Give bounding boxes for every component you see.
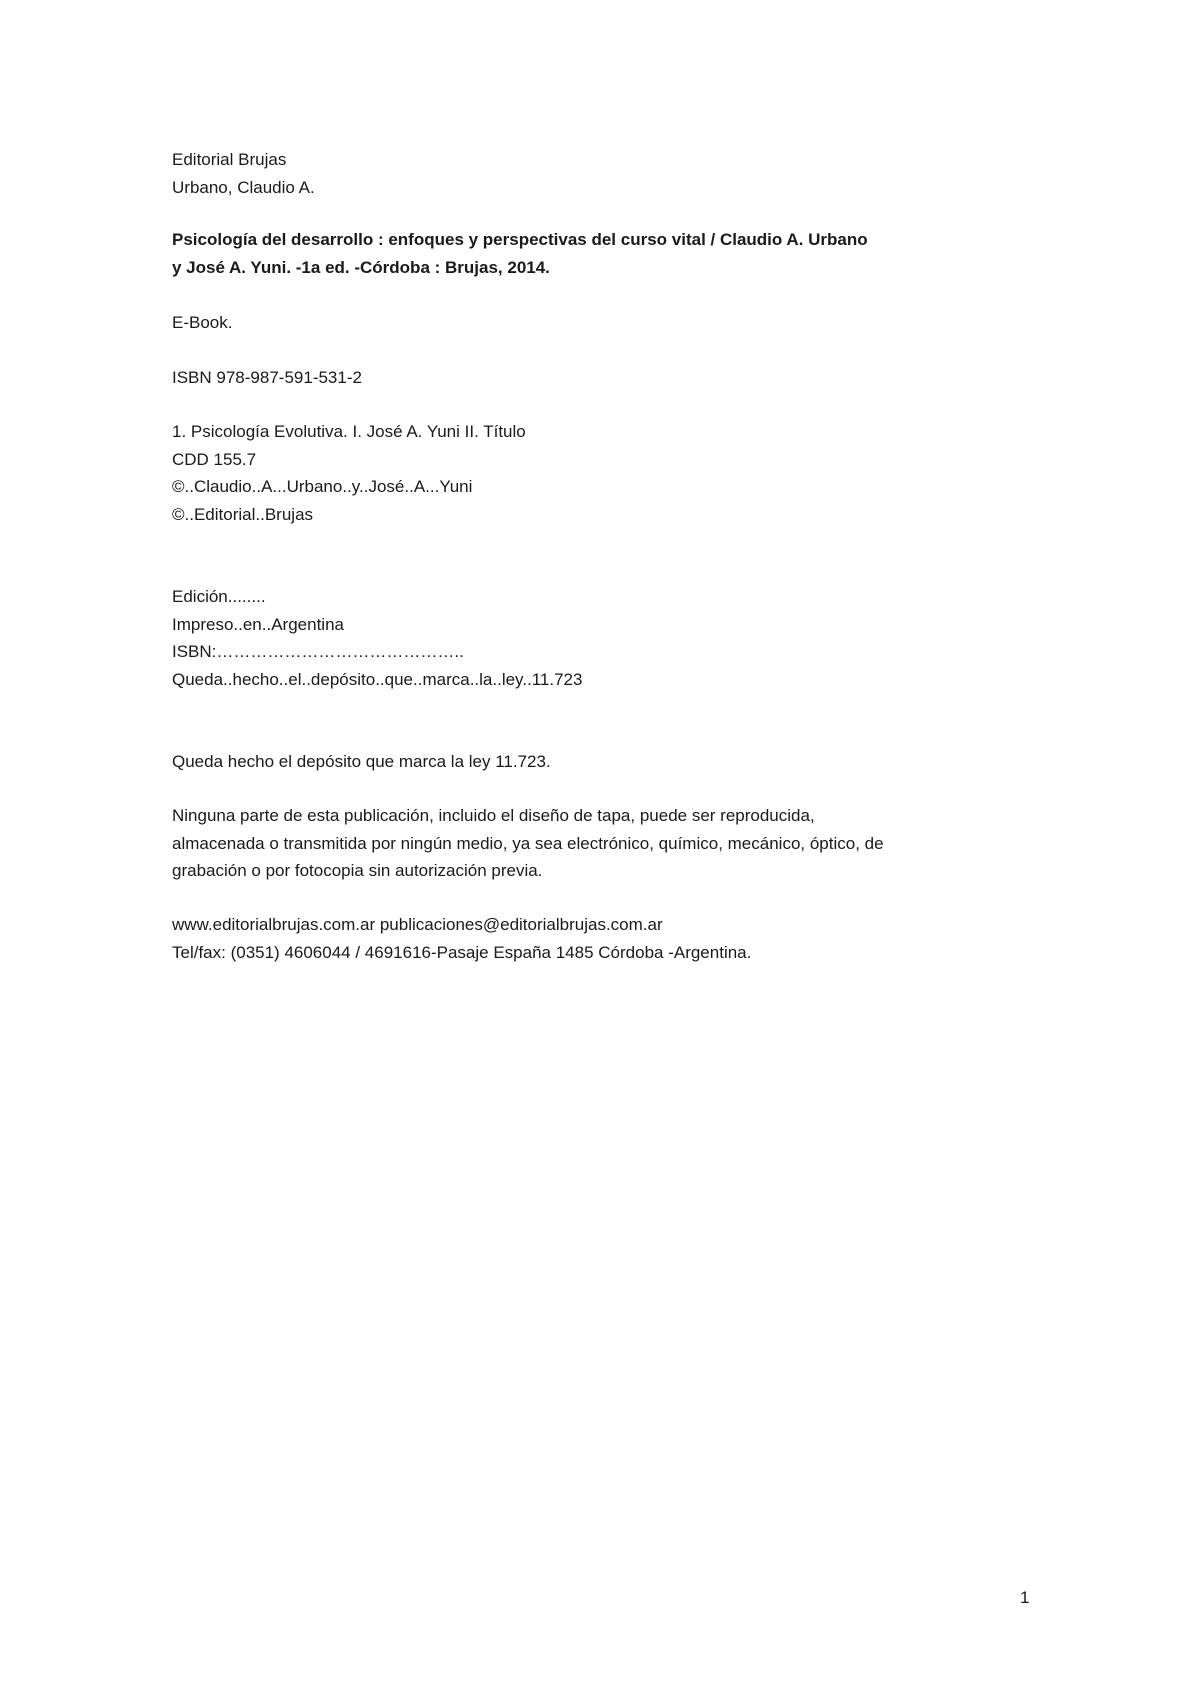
header-block [172, 146, 1072, 201]
printed-in-line: Impreso..en..Argentina [172, 614, 344, 634]
legal-deposit: Queda hecho el depósito que marca la ley 11.723. [172, 752, 551, 771]
format-block [172, 309, 1072, 337]
web-and-email: www.editorialbrujas.com.ar publicaciones@editorialbrujas.com.ar [172, 915, 663, 934]
phone-and-address: Tel/fax: (0351) 4606044 / 4691616-Pasaje España 1485 Córdoba -Argentina. [172, 942, 752, 962]
legal-deposit-dotted: Queda..hecho..el..depósito..que..marca..la..ley..11.723 [172, 669, 583, 689]
copyright-publisher: ©..Editorial..Brujas [172, 504, 314, 524]
citation-line-1: Psicología del desarrollo : enfoques y perspectivas del curso vital / Claudio A. Urbano [172, 230, 868, 249]
classification-block [172, 418, 1072, 528]
citation-block [172, 226, 1072, 281]
isbn-blank-line: ISBN:…………………………………….. [172, 642, 464, 661]
rights-line-2: almacenada o transmitida por ningún medio, ya sea electrónico, químico, mecánico, óptico, de [172, 833, 884, 853]
page-number: 1 [1020, 1588, 1030, 1607]
author-name: Urbano, Claudio A. [172, 177, 315, 197]
publisher-name: Editorial Brujas [172, 150, 287, 169]
isbn-block [172, 364, 1072, 392]
citation-line-2: y José A. Yuni. -1a ed. -Córdoba : Brujas, 2014. [172, 257, 550, 277]
contact-block [172, 911, 1072, 966]
edition-line: Edición........ [172, 587, 266, 606]
subject-headings: 1. Psicología Evolutiva. I. José A. Yuni II. Título [172, 422, 526, 441]
cdd-number: CDD 155.7 [172, 449, 257, 469]
format-label: E-Book. [172, 313, 233, 332]
legal-deposit-block [172, 748, 1072, 776]
isbn-number: ISBN 978-987-591-531-2 [172, 368, 362, 387]
copyright-authors: ©..Claudio..A...Urbano..y..José..A...Yuni [172, 477, 473, 496]
rights-block [172, 802, 1072, 885]
rights-line-1: Ninguna parte de esta publicación, incluido el diseño de tapa, puede ser reproducida, [172, 806, 815, 825]
rights-line-3: grabación o por fotocopia sin autorización previa. [172, 861, 543, 880]
edition-block [172, 583, 1072, 693]
